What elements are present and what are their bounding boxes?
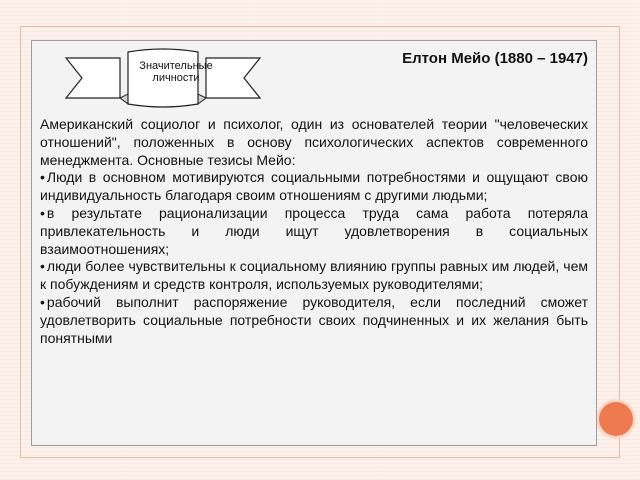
page-title: Елтон Мейо (1880 – 1947) — [402, 50, 588, 67]
thesis-list — [40, 169, 588, 347]
intro-paragraph: Американский социолог и психолог, один из основателей теории "человеческих отношений", положенных в основу психологических аспектов современного менеджмента. Основные тезисы Мейо: — [40, 116, 588, 168]
body-text — [40, 116, 588, 347]
ribbon-label: Значительные личности — [139, 60, 213, 84]
list-item: • в результате рационализации процесса труда сама работа потеряла привлекательность и люди ищут удовлетворения в социальных взаимоотношениях; — [40, 205, 588, 258]
list-item: • люди более чувствительны к социальному влиянию группы равных им людей, чем к побуждениям и средств контроля, используемых руководителями; — [40, 258, 588, 294]
list-item: • рабочий выполнит распоряжение руководителя, если последний сможет удовлетворить социальные потребности своих подчиненных и их желания быть понятными — [40, 294, 588, 347]
accent-circle — [596, 399, 636, 439]
list-item: • Люди в основном мотивируются социальными потребностями и ощущают свою индивидуальность благодаря своим отношениям с другими людьми; — [40, 169, 588, 205]
